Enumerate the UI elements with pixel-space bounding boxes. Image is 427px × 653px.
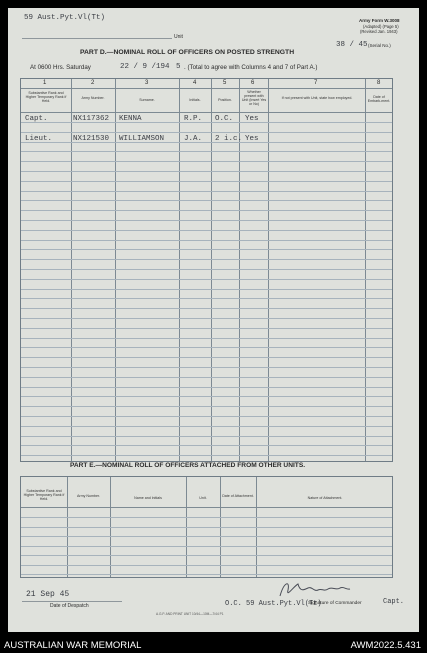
oc-typed: O.C. 59 Aust.Pyt.Vl(Tt) (225, 600, 322, 608)
part-e-table (20, 476, 393, 578)
col-number-2: 2 (91, 80, 95, 86)
year-typed: 5 (176, 63, 181, 71)
row-2-surname: WILLIAMSON (119, 135, 165, 143)
row-1-surname: KENNA (119, 115, 142, 123)
unit-typed: 59 Aust.Pyt.Vl(Tt) (24, 14, 106, 22)
despatch-underline (22, 601, 122, 602)
col-number-7: 7 (314, 80, 318, 86)
caption-bar (0, 638, 427, 653)
despatch-label: Date of Despatch (50, 603, 89, 609)
serial-label: (Serial No.) (368, 43, 391, 48)
serial-typed: 38 / 45 (336, 41, 368, 49)
row-2-position: 2 i.c. (215, 135, 243, 143)
header-initials: Initials. (189, 98, 201, 102)
row-rule (21, 171, 392, 172)
row-rule (21, 347, 392, 348)
row-1-present: Yes (245, 115, 259, 123)
row-rule (21, 298, 392, 299)
row-rule (21, 181, 392, 182)
e-header-rank: Substantive Rank and Higher Temporary Rank if Held. (23, 489, 65, 501)
row-rule (21, 574, 392, 575)
form-number: Army Form W.3008 (359, 18, 400, 23)
col-number-5: 5 (223, 80, 227, 86)
row-rule (21, 367, 392, 368)
row-rule (21, 357, 392, 358)
col-number-4: 4 (193, 80, 197, 86)
row-1-rank: Capt. (25, 115, 48, 123)
printer-line: A.G.P. AND PRINT UNIT 10/44—10M—7/44 P1 (156, 612, 224, 616)
row-rule (21, 289, 392, 290)
row-rule (21, 210, 392, 211)
row-rule (21, 445, 392, 446)
capt-typed: Capt. (383, 598, 405, 606)
col-number-1: 1 (43, 80, 47, 86)
e-header-army-number: Army Number. (77, 494, 100, 498)
row-rule (21, 308, 392, 309)
row-2-present: Yes (245, 135, 259, 143)
row-rule (21, 200, 392, 201)
col-number-3: 3 (145, 80, 149, 86)
col-number-8: 8 (377, 80, 381, 86)
header-rank: Substantive Rank and Higher Temporary Rank if Held. (25, 91, 67, 103)
form-note-1: (Adapted) (Page 5) (363, 24, 399, 29)
row-rule (21, 328, 392, 329)
row-rule (21, 536, 392, 537)
row-rule (21, 191, 392, 192)
row-2-rank: Lieut. (25, 135, 53, 143)
e-header-date-attached: Date of Attachment. (222, 494, 254, 498)
row-rule (21, 517, 392, 518)
part-d-title: PART D.—NOMINAL ROLL OF OFFICERS ON POSTED STRENGTH (80, 49, 295, 56)
commander-label: Signature of Commander (308, 601, 362, 606)
row-rule (21, 249, 392, 250)
header-army-number: Army Number. (81, 96, 105, 100)
row-rule (21, 240, 392, 241)
row-rule (21, 527, 392, 528)
row-rule (21, 546, 392, 547)
e-header-unit: Unit. (199, 496, 207, 500)
form-note-2: (Revised Jan. 1943) (360, 29, 398, 34)
row-1-position: O.C. (215, 115, 234, 123)
header-not-present: If not present with Unit, state how employed. (281, 96, 353, 100)
row-2-army-number: NX121530 (73, 135, 110, 143)
e-header-nature: Nature of Attachment. (307, 496, 343, 500)
unit-underline (22, 38, 172, 39)
row-rule (21, 338, 392, 339)
row-rule (21, 436, 392, 437)
row-rule (21, 387, 392, 388)
date-typed: 22 / 9 /194 (120, 63, 170, 71)
part-e-title: PART E.—NOMINAL ROLL OF OFFICERS ATTACHED FROM OTHER UNITS. (70, 462, 306, 469)
row-rule (21, 377, 392, 378)
row-rule (21, 279, 392, 280)
row-rule (21, 555, 392, 556)
header-present: Whether present with Unit (Insert Yes or No) (241, 90, 267, 106)
unit-label: Unit (174, 34, 183, 40)
row-2-initials: J.A. (184, 135, 203, 143)
header-date-embark: Date of Embark-ment. (367, 95, 391, 103)
row-1-initials: R.P. (184, 115, 203, 123)
row-rule (21, 565, 392, 566)
e-header-name: Name and Initials (134, 496, 162, 500)
part-d-table (20, 78, 393, 462)
caption-left: AUSTRALIAN WAR MEMORIAL (4, 640, 142, 651)
row-rule (21, 406, 392, 407)
header-position: Position. (218, 98, 232, 102)
row-rule (21, 416, 392, 417)
total-note: . (Total to agree with Columns 4 and 7 of Part A.) (184, 64, 318, 71)
at-hours-label: At 0600 Hrs. Saturday (30, 64, 91, 71)
document-page (8, 8, 419, 632)
row-rule (21, 426, 392, 427)
header-surname: Surname. (139, 98, 155, 102)
row-rule (21, 220, 392, 221)
caption-right: AWM2022.5.431 (350, 640, 421, 651)
row-rule (21, 230, 392, 231)
despatch-date-typed: 21 Sep 45 (26, 590, 70, 599)
row-rule (21, 396, 392, 397)
row-rule (21, 318, 392, 319)
row-1-army-number: NX117362 (73, 115, 110, 123)
col-number-6: 6 (251, 80, 255, 86)
row-rule (21, 259, 392, 260)
row-rule (21, 132, 392, 133)
row-rule (21, 455, 392, 456)
row-rule (21, 151, 392, 152)
row-rule (21, 269, 392, 270)
row-rule (21, 161, 392, 162)
